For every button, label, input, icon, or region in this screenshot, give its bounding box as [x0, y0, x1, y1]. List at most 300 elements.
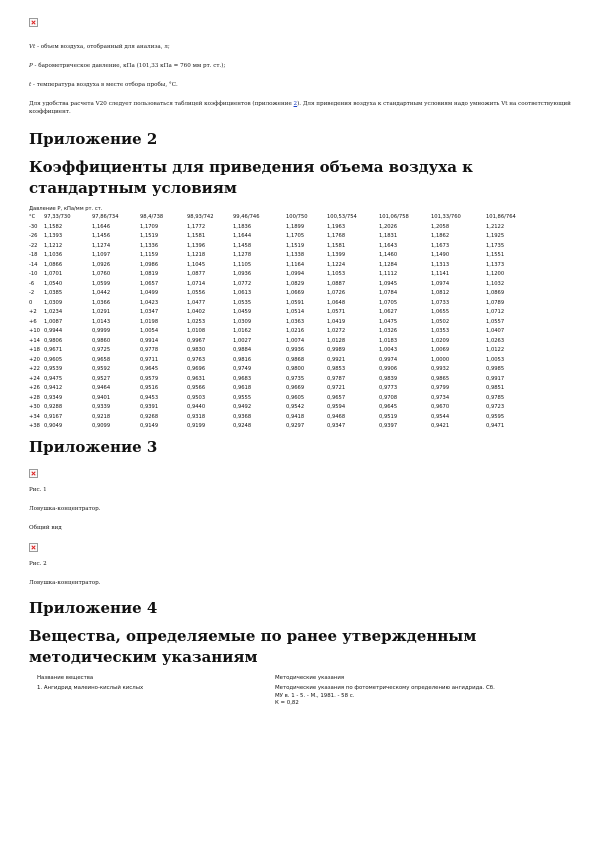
coefficient-cell: 0,9932: [431, 366, 450, 372]
coefficient-cell: 1,1036: [44, 252, 63, 258]
coefficient-cell: 0,9749: [233, 366, 252, 372]
table-row: [29, 242, 536, 252]
table-row: [29, 270, 536, 280]
coefficient-cell: 1,1336: [140, 242, 159, 249]
coefficient-cell: 1,0657: [140, 280, 159, 287]
coefficient-cell: 1,1709: [140, 223, 159, 230]
table-body: [29, 223, 536, 432]
coefficient-cell: 1,0475: [379, 318, 398, 325]
method-line-2: МУ в. 1 - 5. - М., 1981. - 58 с.: [275, 692, 355, 699]
coefficient-cell: 0,9539: [44, 366, 63, 372]
coefficient-cell: 0,9297: [286, 423, 305, 429]
coefficient-cell: 1,1396: [187, 242, 206, 249]
coefficient-cell: 1,1705: [286, 233, 305, 239]
coefficient-cell: 0,9816: [233, 356, 252, 363]
coefficient-cell: 1,0599: [92, 280, 111, 287]
coefficient-cell: 0,9721: [327, 385, 346, 391]
coefficient-cell: 0,9248: [233, 423, 252, 429]
definition-v: [29, 43, 574, 51]
definition-p: [29, 62, 574, 70]
coefficient-cell: 1,0535: [233, 299, 252, 306]
coefficient-cell: 1,0556: [187, 290, 206, 296]
coefficient-cell: 1,0772: [233, 280, 252, 287]
coefficient-cell: 0,9268: [140, 413, 159, 420]
coefficient-cell: 0,9936: [286, 347, 305, 353]
coefficient-cell: 0,9453: [140, 394, 159, 401]
temperature-cell: 0: [29, 299, 33, 306]
coefficient-cell: 0,9860: [92, 337, 111, 344]
coefficient-cell: 1,1399: [327, 252, 346, 258]
coefficient-cell: 0,9708: [379, 394, 398, 401]
coefficient-cell: 0,9167: [44, 413, 63, 420]
coefficient-cell: 0,9519: [379, 413, 398, 420]
temperature-cell: +30: [29, 404, 40, 410]
table-row: [29, 422, 536, 432]
method-line-1: Методические указания по фотометрическому определению ангидрида. Сб.: [275, 685, 495, 691]
coefficient-cell: 0,9527: [92, 375, 111, 382]
substances-header-row: [37, 675, 565, 686]
temperature-cell: -6: [29, 280, 35, 287]
broken-image-icon: [29, 18, 38, 27]
coefficient-cell: 1,0591: [286, 299, 305, 306]
coefficient-cell: 0,9917: [486, 375, 505, 382]
coefficient-cell: 0,9516: [140, 385, 159, 391]
temperature-cell: +10: [29, 328, 40, 334]
coefficient-cell: 0,9851: [486, 385, 505, 391]
coefficient-cell: 1,0122: [486, 347, 505, 353]
coefficient-cell: 1,0869: [486, 290, 505, 296]
temperature-cell: +34: [29, 413, 40, 420]
definition-t-text: - температура воздуха в месте отбора пробы, °С.: [31, 82, 178, 88]
coefficient-cell: 0,9595: [486, 413, 505, 420]
coefficient-cell: 1,0162: [233, 328, 252, 334]
coefficient-cell: 1,0087: [44, 318, 63, 325]
coefficient-cell: 1,0540: [44, 280, 63, 287]
coefficient-cell: 1,1581: [327, 242, 346, 249]
coefficient-cell: 1,0407: [486, 328, 505, 334]
coefficient-cell: 1,0557: [486, 318, 505, 325]
coefficient-cell: 1,0043: [379, 347, 398, 353]
coefficient-cell: 1,0234: [44, 309, 63, 315]
coefficient-cell: 1,0209: [431, 337, 450, 344]
coefficient-cell: 0,9683: [233, 375, 252, 382]
coefficient-cell: 1,0353: [431, 328, 450, 334]
coefficient-cell: 1,0714: [187, 280, 206, 287]
coefficient-cell: 1,0789: [486, 299, 505, 306]
coefficients-table: [29, 213, 536, 432]
coefficient-cell: 0,9967: [187, 337, 206, 344]
coefficient-cell: 1,1925: [486, 233, 505, 239]
coefficient-cell: 1,2122: [486, 223, 505, 230]
coefficient-cell: 1,1278: [233, 252, 252, 258]
coefficient-cell: 0,9464: [92, 385, 111, 391]
coefficient-cell: 0,9787: [327, 375, 346, 382]
coefficient-cell: 0,9921: [327, 356, 346, 363]
coefficient-cell: 1,0936: [233, 271, 252, 277]
coefficient-cell: 1,0974: [431, 280, 450, 287]
coefficient-cell: 1,1768: [327, 233, 346, 239]
coefficient-cell: 1,0819: [140, 271, 159, 277]
note-text-1: Для удобства расчета V20 следует пользоваться таблицей коэффициентов (приложение: [29, 101, 294, 107]
coefficient-cell: 1,0701: [44, 271, 63, 277]
temperature-cell: +20: [29, 356, 40, 363]
coefficient-cell: 0,9631: [187, 375, 206, 382]
coefficient-cell: 0,9605: [44, 356, 63, 363]
table-row: [29, 375, 536, 385]
coefficient-cell: 1,1862: [431, 233, 450, 239]
coefficient-cell: 1,1490: [431, 252, 450, 258]
coefficient-cell: 0,9734: [431, 394, 450, 401]
method-cell: [275, 685, 565, 708]
coefficient-cell: 1,1643: [379, 242, 398, 249]
coefficient-cell: 1,1313: [431, 261, 450, 268]
coefficient-cell: 0,9670: [431, 404, 450, 410]
coefficient-cell: 0,9468: [327, 413, 346, 420]
table-row: [29, 261, 536, 271]
table-row: [29, 337, 536, 347]
coefficient-cell: 0,9671: [44, 347, 63, 353]
coefficient-cell: 1,0926: [92, 261, 111, 268]
coefficient-cell: 1,0613: [233, 290, 252, 296]
coefficient-cell: 0,9773: [379, 385, 398, 391]
coefficient-cell: 0,9723: [486, 404, 505, 410]
figure-2-label: Рис. 2: [29, 560, 47, 567]
substances-row: [37, 685, 565, 708]
coefficient-cell: 1,1519: [286, 242, 305, 249]
coefficient-cell: 1,0326: [379, 328, 398, 334]
coefficient-cell: 1,0442: [92, 290, 111, 296]
coefficient-cell: 1,0216: [286, 328, 305, 334]
table-row: [29, 251, 536, 261]
coefficient-cell: 1,1831: [379, 233, 398, 239]
coefficient-cell: 1,0571: [327, 309, 346, 315]
coefficient-cell: 0,9735: [286, 375, 305, 382]
note-text-2: ). Для приведения воздуха к стандартным условиям надо умножить Vt на соответствующий коэффициент.: [29, 101, 571, 115]
coefficient-cell: 1,0128: [327, 337, 346, 344]
coefficient-cell: 0,9566: [187, 385, 206, 391]
coefficient-cell: 1,0648: [327, 299, 346, 306]
coefficient-cell: 1,0994: [286, 271, 305, 277]
figure-1-image-icon: [29, 469, 38, 478]
coefficient-cell: 0,9339: [92, 404, 111, 410]
coefficient-cell: 1,0784: [379, 290, 398, 296]
coefficient-cell: 1,1772: [187, 223, 206, 230]
coefficient-cell: 1,0074: [286, 337, 305, 344]
coefficient-cell: 1,0627: [379, 309, 398, 315]
coefficient-cell: 0,9696: [187, 366, 206, 372]
temperature-cell: -10: [29, 271, 38, 277]
appendix-2-link[interactable]: 2: [293, 101, 298, 107]
coefficient-cell: 0,9763: [187, 356, 206, 363]
coefficient-cell: 0,9544: [431, 413, 450, 420]
coefficient-cell: 0,9594: [327, 404, 346, 410]
coefficient-cell: 0,9288: [44, 404, 63, 410]
coefficient-cell: 1,0812: [431, 290, 450, 296]
coefficient-cell: 1,1053: [327, 271, 346, 277]
coefficient-cell: 1,0183: [379, 337, 398, 344]
coefficient-cell: 1,0309: [44, 299, 63, 306]
coefficient-cell: 0,9503: [187, 394, 206, 401]
header-cell-pressure: 97,86/734: [92, 214, 119, 220]
coefficient-cell: 1,1735: [486, 242, 505, 249]
table-row: [29, 394, 536, 404]
coefficient-cell: 1,0423: [140, 299, 159, 306]
coefficient-cell: 0,9421: [431, 423, 450, 429]
table-row: [29, 232, 536, 242]
coefficient-cell: 0,9985: [486, 366, 505, 372]
temperature-cell: +22: [29, 366, 40, 372]
coefficient-cell: 0,9579: [140, 375, 159, 382]
table-row: [29, 318, 536, 328]
table-row: [29, 384, 536, 394]
definition-v-text: - объем воздуха, отобранный для анализа, л;: [35, 44, 170, 50]
coefficient-cell: 0,9785: [486, 394, 505, 401]
coefficient-cell: 0,9669: [286, 385, 305, 391]
appendix-2-title: Коэффициенты для приведения объема воздуха к стандартным условиям: [29, 158, 473, 197]
coefficient-cell: 0,9605: [286, 394, 305, 401]
temperature-cell: -18: [29, 252, 38, 258]
coefficient-cell: 0,9555: [233, 394, 252, 401]
coefficient-cell: 1,0108: [187, 328, 206, 334]
header-cell-pressure: 98,4/738: [140, 214, 164, 220]
coefficient-cell: 0,9799: [431, 385, 450, 391]
coefficient-cell: 0,9199: [187, 423, 206, 429]
substances-table: [37, 675, 565, 708]
coefficient-cell: 1,1393: [44, 233, 63, 239]
coefficient-cell: 1,1582: [44, 223, 63, 230]
coefficient-cell: 1,2058: [431, 223, 450, 230]
header-cell-pressure: 98,93/742: [187, 214, 214, 220]
coefficient-cell: 1,0309: [233, 318, 252, 325]
coefficient-cell: 1,0363: [286, 318, 305, 325]
coefficient-cell: 1,1460: [379, 252, 398, 258]
coefficient-cell: 1,0272: [327, 328, 346, 334]
table-header-row: [29, 213, 536, 223]
definition-p-text: - барометрическое давление, кПа (101,33 кПа = 760 мм рт. ст.);: [32, 63, 226, 69]
coefficient-cell: 0,9989: [327, 347, 346, 353]
coefficient-cell: 1,0877: [187, 271, 206, 277]
temperature-cell: +28: [29, 394, 40, 401]
coefficient-cell: 0,9658: [92, 356, 111, 363]
table-row: [29, 413, 536, 423]
coefficient-cell: 0,9099: [92, 423, 111, 429]
figure-2-image-icon: [29, 543, 38, 552]
coefficient-cell: 1,0477: [187, 299, 206, 306]
coefficient-cell: 1,0198: [140, 318, 159, 325]
appendix-3-heading: Приложение 3: [29, 437, 158, 456]
coefficient-cell: 0,9800: [286, 366, 305, 372]
coefficient-cell: 1,1284: [379, 261, 398, 268]
table-row: [29, 299, 536, 309]
coefficient-cell: 1,0366: [92, 299, 111, 306]
table-row: [29, 327, 536, 337]
substance-name: 1. Ангидрид малеино-кислый кислых: [37, 685, 144, 691]
coefficient-cell: 0,9391: [140, 404, 159, 410]
coefficient-cell: 1,0986: [140, 261, 159, 268]
appendix-4-title: Вещества, определяемые по ранее утвержденным методическим указаниям: [29, 626, 477, 666]
coefficient-cell: 1,1097: [92, 252, 111, 258]
coefficient-cell: 1,0502: [431, 318, 450, 325]
coefficient-cell: 1,0000: [431, 356, 450, 363]
header-cell-pressure: 101,06/758: [379, 214, 409, 220]
coefficient-cell: 1,0499: [140, 290, 159, 296]
coefficient-cell: 0,9778: [140, 347, 159, 353]
coefficient-cell: 1,0053: [486, 356, 505, 363]
coefficient-cell: 0,9868: [286, 356, 305, 363]
method-line-3: К = 0,82: [275, 700, 299, 706]
coefficient-cell: 1,1581: [187, 233, 206, 239]
table-row: [29, 365, 536, 375]
coefficient-cell: 0,9806: [44, 337, 63, 344]
coefficient-cell: 1,1112: [379, 271, 398, 277]
coefficient-cell: 0,9218: [92, 413, 111, 420]
coefficient-cell: 1,1836: [233, 223, 252, 230]
header-cell-pressure: 101,33/760: [431, 214, 461, 220]
definition-v-symbol: Vt: [29, 44, 36, 50]
temperature-cell: +18: [29, 347, 40, 353]
figure-1-view: Общий вид: [29, 524, 62, 531]
appendix-4-heading: Приложение 4: [29, 598, 158, 617]
coefficient-cell: 1,0733: [431, 299, 450, 306]
coefficient-cell: 0,9471: [486, 423, 505, 429]
coefficient-cell: 1,1200: [486, 271, 505, 277]
coefficient-cell: 1,0291: [92, 309, 111, 315]
coefficient-cell: 1,1899: [286, 223, 305, 230]
coefficient-cell: 1,0712: [486, 309, 505, 315]
coefficient-cell: 1,0263: [486, 337, 505, 344]
coefficient-cell: 1,2026: [379, 223, 398, 230]
coefficient-cell: 1,1032: [486, 280, 505, 287]
coefficient-cell: 1,0514: [286, 309, 305, 315]
coefficient-cell: 1,0069: [431, 347, 450, 353]
temperature-cell: +24: [29, 375, 40, 382]
coefficient-cell: 1,0669: [286, 290, 305, 296]
coefficient-cell: 1,1141: [431, 271, 450, 277]
temperature-cell: +14: [29, 337, 40, 344]
appendix-2-heading: Приложение 2: [29, 130, 158, 148]
coefficient-cell: 0,9397: [379, 423, 398, 429]
coefficient-cell: 0,9711: [140, 356, 159, 363]
coefficient-cell: 1,0054: [140, 328, 159, 334]
coefficient-cell: 1,1519: [140, 233, 159, 239]
header-cell-pressure: 100/750: [286, 214, 308, 220]
coefficient-cell: 1,1373: [486, 261, 505, 268]
coefficient-cell: 0,9618: [233, 385, 252, 391]
coefficient-cell: 1,1045: [187, 261, 206, 268]
table-row: [29, 280, 536, 290]
coefficient-cell: 1,0347: [140, 309, 159, 315]
definition-t: [29, 81, 574, 89]
table-row: [29, 356, 536, 366]
coefficient-cell: 0,9914: [140, 337, 159, 344]
coefficient-cell: 1,1551: [486, 252, 505, 258]
temperature-cell: -22: [29, 242, 38, 249]
temperature-cell: +26: [29, 385, 40, 391]
coefficient-cell: 1,0705: [379, 299, 398, 306]
coefficient-cell: 0,9318: [187, 413, 206, 420]
header-cell-pressure: 101,86/764: [486, 214, 516, 220]
coefficient-cell: 0,9725: [92, 347, 111, 353]
coefficient-cell: 0,9884: [233, 347, 252, 353]
coefficient-cell: 0,9645: [379, 404, 398, 410]
figure-2-caption: Ловушка-концентратор.: [29, 579, 101, 586]
coefficient-cell: 0,9645: [140, 366, 159, 372]
header-cell-pressure: 100,53/754: [327, 214, 357, 220]
table-row: [29, 289, 536, 299]
coefficient-cell: 0,9830: [187, 347, 206, 353]
coefficient-cell: 1,0887: [327, 280, 346, 287]
figure-1-caption: Ловушка-концентратор.: [29, 505, 101, 512]
coefficient-cell: 0,9475: [44, 375, 63, 382]
coefficient-cell: 0,9999: [92, 328, 111, 334]
coefficient-cell: 0,9657: [327, 394, 346, 401]
method-header: Методические указания: [275, 674, 345, 681]
coefficient-cell: 0,9839: [379, 375, 398, 382]
definition-note: [29, 100, 574, 116]
substance-name-header: Название вещества: [37, 674, 94, 681]
temperature-cell: -2: [29, 290, 35, 296]
coefficient-cell: 1,0829: [286, 280, 305, 287]
coefficient-cell: 1,0143: [92, 318, 111, 325]
coefficient-cell: 1,0945: [379, 280, 398, 287]
figure-1-label: Рис. 1: [29, 486, 47, 493]
coefficient-cell: 0,9542: [286, 404, 305, 410]
coefficient-cell: 0,9049: [44, 423, 63, 429]
header-cell-pressure: 97,33/730: [44, 214, 71, 220]
coefficient-cell: 1,1456: [92, 233, 111, 239]
coefficient-cell: 1,1218: [187, 252, 206, 258]
coefficient-cell: 0,9853: [327, 366, 346, 372]
coefficient-cell: 1,1274: [92, 242, 111, 249]
coefficient-cell: 1,1212: [44, 242, 63, 249]
coefficient-cell: 1,1224: [327, 261, 346, 268]
table-row: [29, 223, 536, 233]
coefficient-cell: 1,1164: [286, 261, 305, 268]
table-row: [29, 403, 536, 413]
coefficient-cell: 0,9418: [286, 413, 305, 420]
coefficient-cell: 1,1646: [92, 223, 111, 230]
coefficient-cell: 1,1644: [233, 233, 252, 239]
coefficient-cell: 0,9347: [327, 423, 346, 429]
definition-p-symbol: P: [29, 63, 33, 69]
coefficient-cell: 0,9592: [92, 366, 111, 372]
coefficient-cell: 0,9412: [44, 385, 63, 391]
coefficient-cell: 1,0402: [187, 309, 206, 315]
coefficient-cell: 1,1458: [233, 242, 252, 249]
header-cell-temperature: °С: [29, 214, 36, 220]
coefficient-cell: 1,0760: [92, 271, 111, 277]
table-row: [29, 308, 536, 318]
document-page: [29, 18, 574, 708]
coefficient-cell: 0,9149: [140, 423, 159, 429]
coefficient-cell: 1,0866: [44, 261, 63, 268]
coefficient-cell: 1,0419: [327, 318, 346, 325]
coefficient-cell: 1,1673: [431, 242, 450, 249]
coefficient-cell: 1,1159: [140, 252, 159, 258]
header-cell-pressure: 99,46/746: [233, 214, 260, 220]
temperature-cell: -14: [29, 261, 38, 268]
definition-t-symbol: t: [29, 82, 32, 88]
temperature-cell: -30: [29, 223, 38, 230]
temperature-cell: +38: [29, 423, 40, 429]
coefficient-cell: 1,0385: [44, 290, 63, 296]
coefficient-cell: 0,9440: [187, 404, 206, 410]
coefficient-cell: 0,9974: [379, 356, 398, 363]
coefficient-cell: 1,1963: [327, 223, 346, 230]
coefficient-cell: 1,0655: [431, 309, 450, 315]
coefficient-cell: 1,1105: [233, 261, 252, 268]
coefficient-cell: 0,9492: [233, 404, 252, 410]
